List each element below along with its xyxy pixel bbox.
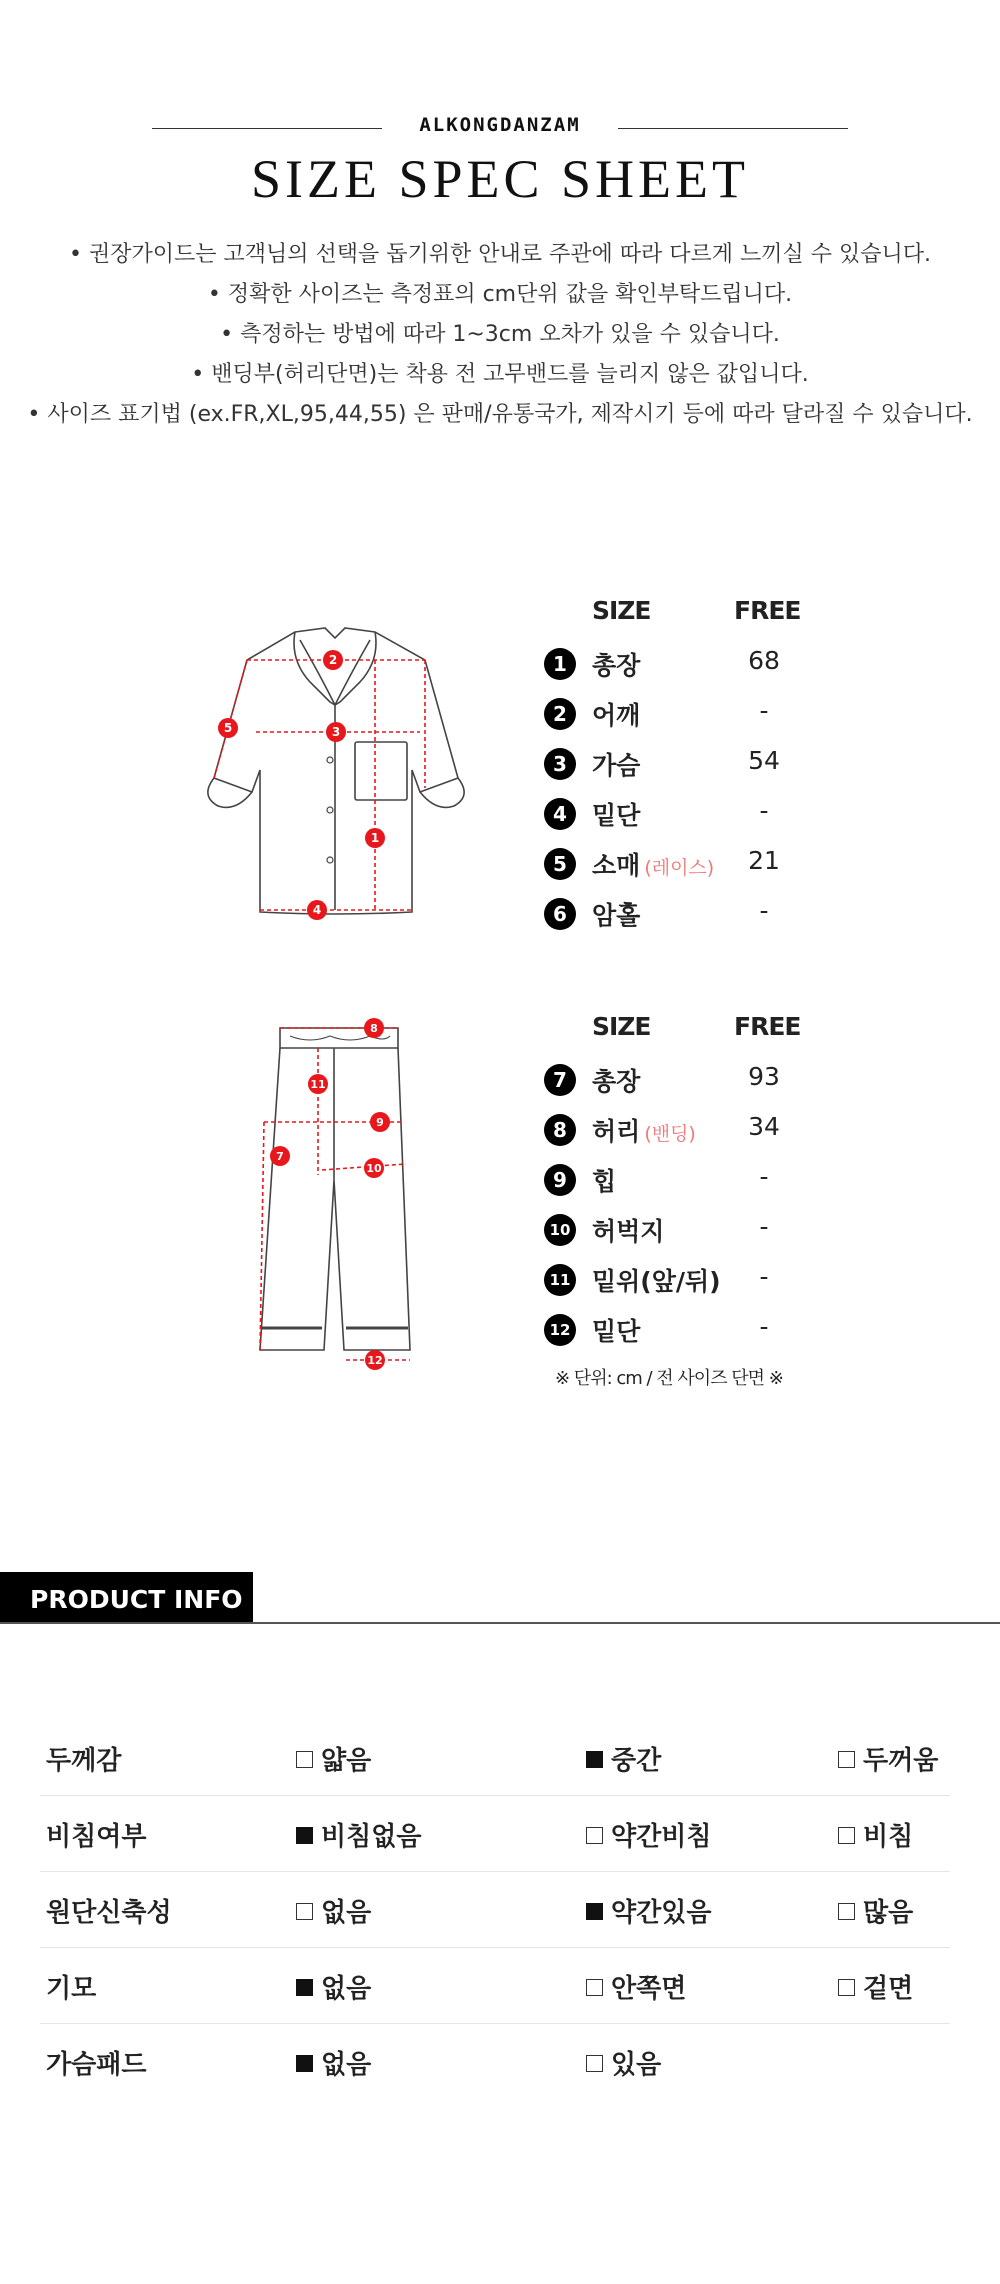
svg-text:9: 9: [376, 1116, 384, 1129]
info-row-sheerness: [40, 1796, 950, 1872]
spec-label: 암홀: [592, 901, 641, 930]
svg-text:4: 4: [312, 903, 322, 917]
info-label: 두께감: [46, 1746, 122, 1776]
info-row-brushed: [40, 1948, 950, 2024]
spec-label: 총장: [592, 1067, 641, 1096]
spec-number: 3: [544, 748, 576, 780]
spec-number: 11: [544, 1264, 576, 1296]
spec-number: 5: [544, 848, 576, 880]
spec-row: [544, 892, 874, 942]
info-option: 비침: [838, 1816, 913, 1853]
checkbox-checked-icon: [296, 2055, 313, 2072]
spec-value: 93: [748, 1062, 780, 1091]
product-info-rule: [0, 1622, 1000, 1624]
free-header: FREE: [734, 596, 801, 625]
checkbox-checked-icon: [296, 1827, 313, 1844]
info-label: 원단신축성: [46, 1898, 172, 1928]
info-option: 비침없음: [296, 1816, 421, 1853]
spec-value: 68: [748, 646, 780, 675]
size-notes: [0, 235, 1000, 435]
product-info-heading: PRODUCT INFO: [0, 1572, 253, 1624]
spec-value: -: [759, 1212, 769, 1241]
note-line: • 권장가이드는 고객님의 선택을 돕기위한 안내로 주관에 따라 다르게 느끼실 수 있습니다.: [69, 242, 931, 267]
spec-value: -: [759, 796, 769, 825]
checkbox-icon: [838, 1751, 855, 1768]
info-label: 비침여부: [46, 1822, 147, 1852]
info-option: 있음: [586, 2044, 661, 2081]
spec-row: [544, 1158, 874, 1208]
spec-value: 34: [748, 1112, 780, 1141]
spec-value: -: [759, 696, 769, 725]
svg-text:2: 2: [328, 653, 338, 667]
note-line: • 정확한 사이즈는 측정표의 cm단위 값을 확인부탁드립니다.: [207, 282, 793, 307]
spec-row: [544, 792, 874, 842]
info-row-thickness: [40, 1720, 950, 1796]
spec-number: 2: [544, 698, 576, 730]
svg-text:5: 5: [223, 721, 233, 735]
svg-text:10: 10: [366, 1162, 382, 1175]
info-row-padding: [40, 2024, 950, 2100]
top-spec-table: [544, 596, 874, 936]
checkbox-icon: [838, 1827, 855, 1844]
bottom-spec-table: [544, 1012, 874, 1352]
info-label: 기모: [46, 1974, 97, 2004]
spec-number: 12: [544, 1314, 576, 1346]
spec-row: [544, 642, 874, 692]
page-title: SIZE SPEC SHEET: [250, 149, 750, 209]
svg-text:1: 1: [370, 831, 380, 845]
note-line: • 밴딩부(허리단면)는 착용 전 고무밴드를 늘리지 않은 값입니다.: [191, 362, 809, 387]
svg-text:8: 8: [370, 1022, 378, 1035]
spec-row: [544, 1308, 874, 1358]
unit-note: ※ 단위: cm / 전 사이즈 단면 ※: [555, 1368, 783, 1389]
size-header: SIZE: [592, 596, 651, 625]
spec-number: 1: [544, 648, 576, 680]
spec-label: 밑단: [592, 1317, 641, 1346]
free-header: FREE: [734, 1012, 801, 1041]
spec-label: 허리 (밴딩): [592, 1117, 696, 1146]
info-option: 약간있음: [586, 1892, 711, 1929]
note-line: • 측정하는 방법에 따라 1~3cm 오차가 있을 수 있습니다.: [220, 322, 780, 347]
info-option: 중간: [586, 1740, 661, 1777]
checkbox-checked-icon: [586, 1751, 603, 1768]
checkbox-icon: [838, 1903, 855, 1920]
spec-number: 9: [544, 1164, 576, 1196]
info-option: 없음: [296, 1968, 371, 2005]
checkbox-icon: [586, 2055, 603, 2072]
info-option: 약간비침: [586, 1816, 711, 1853]
spec-value: -: [759, 896, 769, 925]
spec-value: -: [759, 1312, 769, 1341]
spec-label: 밑단: [592, 801, 641, 830]
spec-label: 밑위(앞/뒤): [592, 1267, 721, 1296]
spec-number: 6: [544, 898, 576, 930]
info-option: 두꺼움: [838, 1740, 938, 1777]
info-option: 많음: [838, 1892, 913, 1929]
checkbox-icon: [838, 1979, 855, 1996]
spec-label: 총장: [592, 651, 641, 680]
spec-number: 10: [544, 1214, 576, 1246]
svg-text:12: 12: [367, 1354, 383, 1367]
info-option: 얇음: [296, 1740, 371, 1777]
svg-text:3: 3: [331, 725, 341, 739]
spec-row: [544, 842, 874, 892]
spec-row: [544, 692, 874, 742]
checkbox-icon: [296, 1903, 313, 1920]
spec-label: 어깨: [592, 701, 641, 730]
size-header: SIZE: [592, 1012, 651, 1041]
svg-text:7: 7: [276, 1150, 284, 1163]
spec-number: 8: [544, 1114, 576, 1146]
spec-number: 4: [544, 798, 576, 830]
spec-label: 힙: [592, 1167, 617, 1196]
shirt-illustration: [180, 620, 480, 920]
spec-label: 허벅지: [592, 1217, 665, 1246]
checkbox-icon: [296, 1751, 313, 1768]
brand-logo: ALKONGDANZAM: [419, 114, 581, 136]
checkbox-icon: [586, 1827, 603, 1844]
spec-number: 7: [544, 1064, 576, 1096]
info-option: 안쪽면: [586, 1968, 686, 2005]
spec-label: 소매 (레이스): [592, 851, 715, 880]
pants-illustration: [250, 1010, 430, 1370]
spec-row: [544, 1058, 874, 1108]
spec-row: [544, 1208, 874, 1258]
note-line: • 사이즈 표기법 (ex.FR,XL,95,44,55) 은 판매/유통국가, 제작시기 등에 따라 달라질 수 있습니다.: [27, 402, 973, 427]
info-option: 겉면: [838, 1968, 913, 2005]
checkbox-checked-icon: [586, 1903, 603, 1920]
checkbox-checked-icon: [296, 1979, 313, 1996]
info-label: 가슴패드: [46, 2050, 147, 2080]
spec-value: 54: [748, 746, 780, 775]
spec-value: 21: [748, 846, 780, 875]
checkbox-icon: [586, 1979, 603, 1996]
spec-row: [544, 1258, 874, 1308]
spec-value: -: [759, 1162, 769, 1191]
spec-row: [544, 1108, 874, 1158]
info-option: 없음: [296, 2044, 371, 2081]
spec-label: 가슴: [592, 751, 641, 780]
info-row-stretch: [40, 1872, 950, 1948]
spec-row: [544, 742, 874, 792]
spec-value: -: [759, 1262, 769, 1291]
info-option: 없음: [296, 1892, 371, 1929]
svg-text:11: 11: [310, 1078, 326, 1091]
